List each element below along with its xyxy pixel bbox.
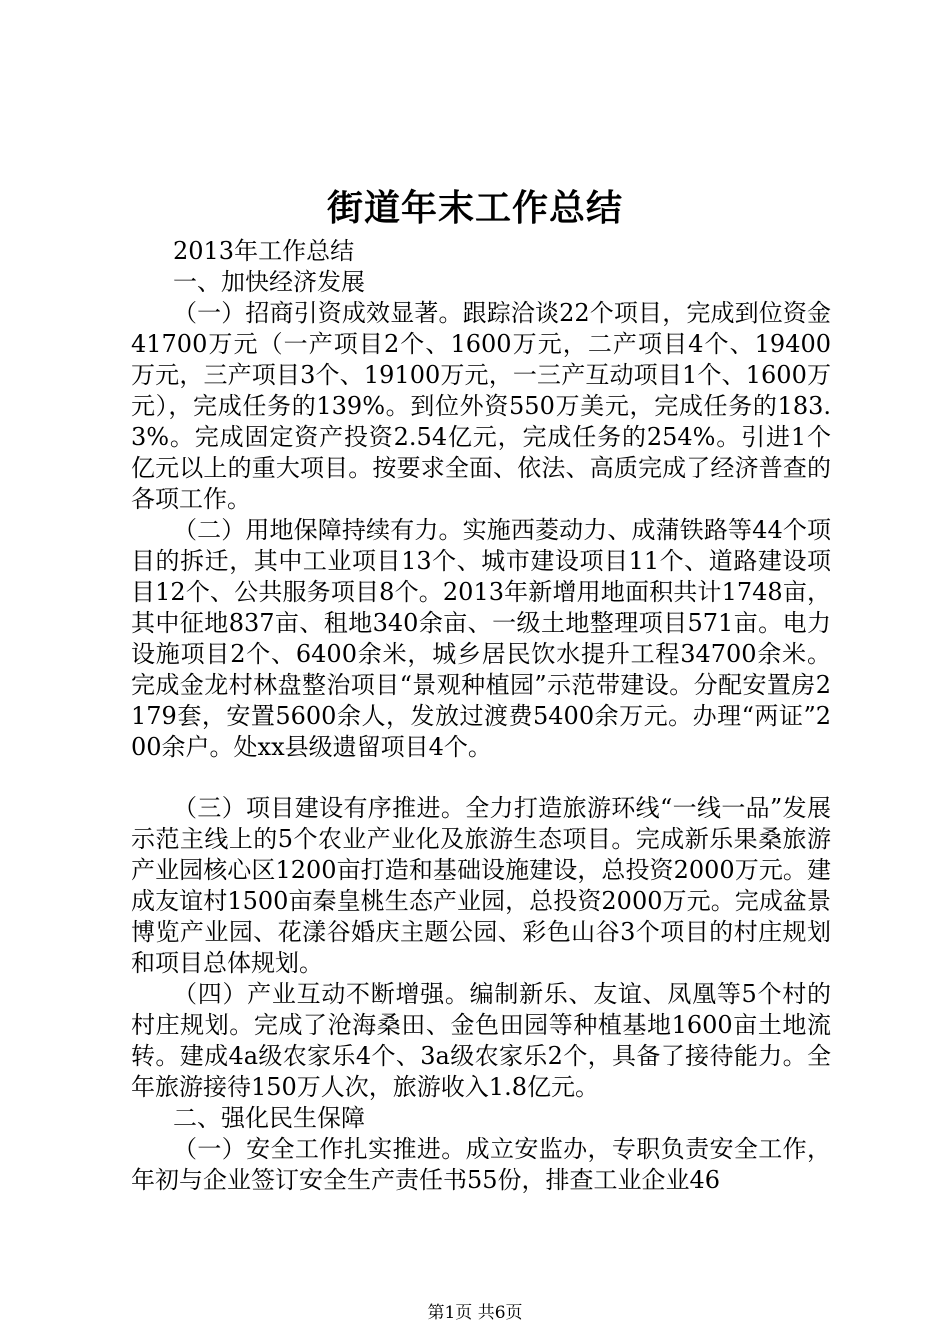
document-title: 街道年末工作总结 — [326, 187, 623, 229]
paragraph-projects: （三）项目建设有序推进。全力打造旅游环线“一线一品”发展示范主线上的5个农业产业化及旅游生态项目。完成新乐果桑旅游产业园核心区1200亩打造和基础设施建设，总投资2000万元。建成友谊村1500亩秦皇桃生态产业园，总投资2000万元。完成盆景博览产业园、花漾谷婚庆主题公园、彩色山谷3个项目的村庄规划和项目总体规划。 — [131, 794, 831, 977]
section-heading-1: 一、加快经济发展 — [173, 268, 365, 296]
paragraph-land-use: （二）用地保障持续有力。实施西菱动力、成蒲铁路等44个项目的拆迁，其中工业项目13个、城市建设项目11个、道路建设项目12个、公共服务项目8个。2013年新增用地面积共计1748亩，其中征地837亩、租地340余亩、一级土地整理项目571亩。电力设施项目2个、6400余米，城乡居民饮水提升工程34700余米。完成金龙村林盘整治项目“景观种植园”示范带建设。分配安置房2179套，安置5600余人，发放过渡费5400余万元。办理“两证”200余户。处xx县级遗留项目4个。 — [131, 516, 831, 761]
paragraph-industry: （四）产业互动不断增强。编制新乐、友谊、凤凰等5个村的村庄规划。完成了沧海桑田、金色田园等种植基地1600亩土地流转。建成4a级农家乐4个、3a级农家乐2个，具备了接待能力。全年旅游接待150万人次，旅游收入1.8亿元。 — [131, 980, 831, 1101]
section-heading-2: 二、强化民生保障 — [173, 1104, 365, 1132]
paragraph-safety: （一）安全工作扎实推进。成立安监办，专职负责安全工作，年初与企业签订安全生产责任书55份，排查工业企业46 — [131, 1135, 831, 1194]
page-footer: 第1页 共6页 — [427, 1303, 523, 1323]
paragraph-investment: （一）招商引资成效显著。跟踪洽谈22个项目，完成到位资金41700万元（一产项目2个、1600万元，二产项目4个、19400万元，三产项目3个、19100万元，一三产互动项目1个、1600万元），完成任务的139%。到位外资550万美元，完成任务的183.3%。完成固定资产投资2.54亿元，完成任务的254%。引进1个亿元以上的重大项目。按要求全面、依法、高质完成了经济普查的各项工作。 — [131, 299, 831, 513]
document-body — [131, 236, 831, 1196]
section-subtitle: 2013年工作总结 — [173, 237, 355, 265]
